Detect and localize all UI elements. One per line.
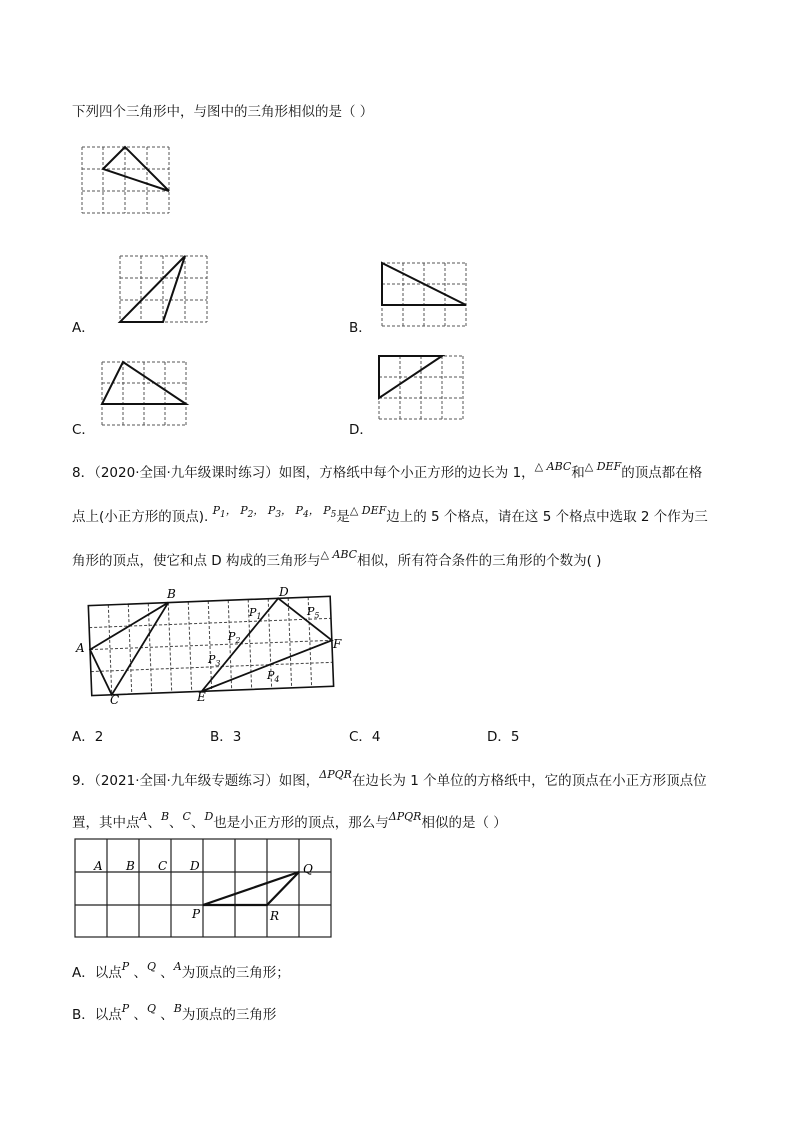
q7-option-b-figure (381, 263, 471, 329)
q9-label-a: A (94, 859, 103, 873)
q8-label-p5: $P_5$ (307, 605, 320, 620)
q9-option-b[interactable]: B．以点$^P$ 、$^Q$ 、$^B$为顶点的三角形 (72, 1002, 277, 1023)
question-8-line-2: 点上(小正方形的顶点). $^{P_1,}$ $^{P_2,}$ $^{P_3,}$ $^{P_4,}$ $^{P_5}$是$^{\triangle DEF}$边上的 5 个格点，请在这 5 个格点中选取 2 个作为三 (72, 504, 708, 525)
q8-option-a[interactable]: A．2 (72, 729, 104, 745)
q9-label-b: B (126, 859, 135, 873)
q8-label-p4: $P_4$ (267, 669, 280, 684)
q7-option-d-figure (378, 356, 466, 422)
q9-point-a: A (139, 810, 148, 823)
q9-text-1b: 在边长为 1 个单位的方格纸中，它的顶点在小正方形顶点位 (351, 773, 707, 789)
q9-math-pqr-2: ΔPQR (388, 810, 422, 823)
question-8-line-3 (72, 548, 602, 572)
q9-math-pqr: ΔPQR (319, 768, 352, 781)
q9-text-1a: 9．（2021·全国·九年级专题练习）如图， (72, 773, 320, 789)
q9-label-p: P (192, 907, 201, 921)
q8-text-1b: 的顶点都在格 (621, 465, 703, 481)
q9-text-2c: 相似的是（ ） (421, 815, 507, 831)
q9-option-b-prefix: B．以点 (72, 1007, 122, 1023)
q8-math-abc-2: △ ABC (320, 548, 358, 561)
q8-text-3b: 相似，所有符合条件的三角形的个数为( ) (357, 553, 602, 569)
q8-point-p2: P2 (240, 504, 254, 520)
q9-label-d: D (190, 859, 200, 873)
q9-point-d: D (204, 810, 214, 823)
q7-reference-figure (80, 147, 172, 215)
q8-text-2a: 点上(小正方形的顶点). (72, 509, 209, 525)
q9-figure (74, 838, 334, 940)
q8-math-abc: △ ABC (534, 460, 572, 473)
q8-label-c: C (110, 693, 120, 707)
q9-label-q: Q (303, 862, 313, 876)
q8-label-p2: $P_2$ (228, 630, 241, 645)
question-7-stem: 下列四个三角形中，与图中的三角形相似的是（ ） (72, 104, 374, 120)
q7-option-d-label[interactable]: D． (349, 422, 373, 438)
q7-option-c-figure (101, 362, 191, 428)
q9-label-r: R (270, 909, 280, 923)
q8-label-a: A (76, 641, 85, 655)
q8-point-p5: P5 (323, 504, 337, 520)
q9-option-a-point-a: A (173, 960, 182, 973)
question-8-line-1 (72, 460, 703, 484)
q7-option-c-label[interactable]: C． (72, 422, 95, 438)
q9-option-a-suffix: 为顶点的三角形； (181, 965, 290, 981)
q8-text-3a: 角形的顶点，使它和点 D 构成的三角形与 (72, 553, 321, 569)
q9-option-a-prefix: A．以点 (72, 965, 122, 981)
q8-label-d: D (279, 585, 289, 599)
q8-label-p1: $P_1$ (249, 606, 262, 621)
q8-label-p3: $P_3$ (208, 653, 221, 668)
question-9-line-2: 置，其中点$^A$、$^B$、$^C$、$^D$也是小正方形的顶点，那么与$^{\Delta PQR}$相似的是（ ） (72, 810, 507, 831)
q9-label-c: C (158, 859, 168, 873)
q8-text-2b: 边上的 5 个格点，请在这 5 个格点中选取 2 个作为三 (386, 509, 708, 525)
q8-point-p4: P4 (295, 504, 309, 520)
q8-figure (70, 587, 350, 707)
q9-option-a-point-q: Q (146, 960, 156, 973)
q9-text-2b: 也是小正方形的顶点，那么与 (213, 815, 389, 831)
q8-label-b: B (167, 587, 176, 601)
q8-math-def: △ DEF (584, 460, 622, 473)
q7-option-a-figure (118, 256, 210, 326)
q8-point-p3: P3 (267, 504, 282, 520)
q9-option-b-point-q: Q (146, 1002, 156, 1015)
q8-point-p1: P1 (212, 504, 226, 520)
q9-point-b: B (160, 810, 170, 823)
q7-option-b-label[interactable]: B． (349, 320, 372, 336)
q8-option-c[interactable]: C．4 (349, 729, 381, 745)
q8-text-is: 是 (336, 509, 350, 525)
q8-math-def-2: △ DEF (349, 504, 387, 517)
q8-label-f: F (333, 637, 342, 651)
q9-option-b-suffix: 为顶点的三角形 (181, 1007, 277, 1023)
q9-text-2a: 置，其中点 (72, 815, 140, 831)
q8-text-and: 和 (571, 465, 585, 481)
q9-option-a-point-p: P (121, 960, 130, 973)
q8-option-d[interactable]: D．5 (487, 729, 520, 745)
q9-option-b-point-p: P (121, 1002, 130, 1015)
q7-option-a-label[interactable]: A． (72, 320, 95, 336)
q9-option-b-point-b: B (173, 1002, 182, 1015)
q8-option-b[interactable]: B．3 (210, 729, 242, 745)
q9-point-c: C (182, 810, 191, 823)
question-9-line-1 (72, 768, 707, 792)
q9-option-a[interactable]: A．以点$^P$ 、$^Q$ 、$^A$为顶点的三角形； (72, 960, 290, 981)
q8-text-1a: 8．（2020·全国·九年级课时练习）如图，方格纸中每个小正方形的边长为 1， (72, 465, 535, 481)
q8-label-e: E (197, 690, 206, 704)
